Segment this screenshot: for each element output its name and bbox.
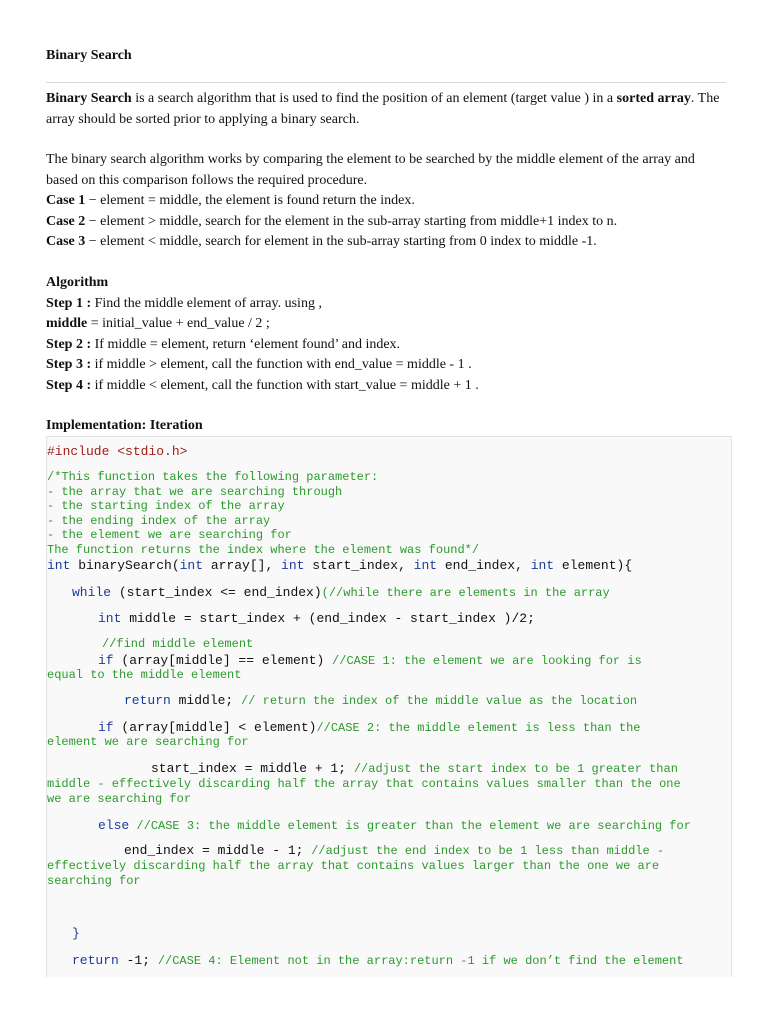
code-keyword: int bbox=[179, 558, 204, 573]
intro-term: Binary Search bbox=[46, 91, 132, 106]
step-label: Step 2 : bbox=[46, 336, 92, 352]
step-line bbox=[46, 335, 726, 356]
code-comment: we are searching for bbox=[47, 792, 192, 806]
code-text: middle; bbox=[170, 693, 242, 708]
code-text: start_index = middle + 1; bbox=[151, 761, 354, 776]
code-keyword: int bbox=[413, 558, 438, 573]
intro-paragraph bbox=[46, 89, 726, 130]
description-block bbox=[46, 150, 726, 253]
step-text: Find the middle element of array. using , bbox=[91, 295, 322, 311]
code-comment: //adjust the end index to be 1 less than middle - bbox=[311, 844, 665, 858]
code-comment: effectively discarding half the array that contains values larger than the one we are bbox=[47, 859, 660, 873]
code-keyword: while bbox=[72, 585, 112, 600]
code-keyword: return bbox=[124, 693, 171, 708]
code-include: #include <stdio.h> bbox=[47, 444, 188, 459]
case-text: − element > middle, search for the element in the sub-array starting from middle+1 index to n. bbox=[85, 213, 618, 229]
divider bbox=[46, 82, 726, 83]
case-text: − element = middle, the element is found return the index. bbox=[85, 193, 415, 208]
code-keyword: else bbox=[98, 818, 130, 833]
case-line bbox=[46, 191, 726, 212]
impl-heading-row bbox=[46, 416, 726, 437]
code-comment: /*This function takes the following parameter: bbox=[47, 470, 379, 484]
algorithm-block bbox=[46, 273, 726, 396]
code-comment: searching for bbox=[47, 874, 141, 888]
code-comment: middle - effectively discarding half the array that contains values smaller than the one bbox=[47, 777, 681, 791]
page-title: Binary Search bbox=[46, 48, 132, 63]
case-label: Case 3 bbox=[46, 234, 86, 249]
implementation-heading: Implementation: Iteration bbox=[46, 418, 203, 433]
step-label: Step 3 : bbox=[46, 357, 92, 372]
code-if-case2 bbox=[98, 720, 641, 736]
step-line bbox=[46, 294, 726, 315]
code-keyword: int bbox=[530, 558, 555, 573]
code-comment: equal to the middle element bbox=[47, 668, 242, 682]
case-line bbox=[46, 232, 726, 253]
code-else bbox=[98, 818, 691, 834]
step-label: Step 1 : bbox=[46, 295, 92, 311]
code-keyword: if bbox=[98, 720, 114, 735]
code-text: middle = start_index + (end_index - start_index )/2; bbox=[121, 611, 535, 626]
intro-text: is a search algorithm that is used to find the position of an element (target value ) in a bbox=[131, 91, 617, 106]
code-keyword: return bbox=[72, 953, 119, 968]
code-text: end_index, bbox=[437, 558, 531, 573]
code-text: (start_index <= end_index) bbox=[111, 585, 322, 600]
case-line bbox=[46, 212, 726, 233]
code-keyword: int bbox=[98, 611, 122, 626]
step-text: if middle > element, call the function with end_value = middle - 1 . bbox=[91, 357, 472, 372]
code-text: (array[middle] == element) bbox=[113, 653, 333, 668]
code-comment: // return the index of the middle value as the location bbox=[241, 694, 638, 708]
code-comment: //CASE 1: the element we are looking for is bbox=[332, 654, 642, 668]
case-text: − element < middle, search for element in the sub-array starting from 0 index to middle -1. bbox=[85, 234, 597, 249]
code-return-minus-one bbox=[72, 953, 684, 969]
code-comment: //find middle element bbox=[102, 637, 254, 651]
code-comment: - the ending index of the array bbox=[47, 513, 271, 528]
code-comment: The function returns the index where the element was found*/ bbox=[47, 542, 480, 557]
code-close-brace: } bbox=[72, 926, 80, 941]
case-label: Case 2 bbox=[46, 213, 86, 229]
code-text: end_index = middle - 1; bbox=[124, 843, 312, 858]
code-text: element){ bbox=[554, 558, 633, 573]
step-line bbox=[46, 376, 726, 397]
code-text: (array[middle] < element) bbox=[113, 720, 317, 735]
code-comment: //adjust the start index to be 1 greater than bbox=[353, 762, 678, 776]
code-text: start_index, bbox=[304, 558, 414, 573]
code-text: binarySearch( bbox=[70, 558, 180, 573]
step-line bbox=[46, 355, 726, 376]
code-signature bbox=[47, 558, 632, 573]
step-text: = initial_value + end_value / 2 ; bbox=[87, 316, 270, 331]
code-return-middle bbox=[124, 693, 637, 709]
algorithm-heading: Algorithm bbox=[46, 275, 109, 290]
code-comment: (//while there are elements in the array bbox=[321, 586, 610, 600]
code-comment: element we are searching for bbox=[47, 735, 249, 749]
step-line bbox=[46, 314, 726, 335]
code-keyword: if bbox=[98, 653, 114, 668]
code-comment: - the array that we are searching through bbox=[47, 484, 343, 499]
code-comment: //CASE 3: the middle element is greater than the element we are searching for bbox=[129, 819, 691, 833]
step-text: If middle = element, return ‘element found’ and index. bbox=[91, 336, 401, 352]
step-label: Step 4 : bbox=[46, 377, 92, 393]
code-comment: //CASE 2: the middle element is less than the bbox=[316, 721, 641, 735]
step-text: if middle < element, call the function with start_value = middle + 1 . bbox=[91, 377, 479, 393]
case-label: Case 1 bbox=[46, 193, 86, 208]
code-block bbox=[46, 436, 732, 977]
code-comment: - the element we are searching for bbox=[47, 528, 292, 542]
code-keyword: int bbox=[47, 558, 71, 573]
code-if-case1 bbox=[98, 653, 642, 669]
intro-bold: sorted array bbox=[616, 91, 691, 106]
code-start-assign bbox=[151, 761, 678, 777]
code-middle-decl bbox=[98, 611, 535, 626]
compare-text: The binary search algorithm works by comparing the element to be searched by the middle element of the array and based on this comparison follows the required procedure. bbox=[46, 152, 695, 188]
code-comment: - the starting index of the array bbox=[47, 499, 285, 513]
step-label: middle bbox=[46, 316, 88, 331]
code-text: array[], bbox=[203, 558, 282, 573]
code-while bbox=[72, 585, 610, 601]
code-end-assign bbox=[124, 843, 664, 859]
code-text: -1; bbox=[118, 953, 158, 968]
intro-text-end: . The array should be sorted prior to applying a binary search. bbox=[46, 91, 720, 127]
code-keyword: int bbox=[281, 558, 305, 573]
code-comment: //CASE 4: Element not in the array:return -1 if we don’t find the element bbox=[157, 954, 684, 968]
